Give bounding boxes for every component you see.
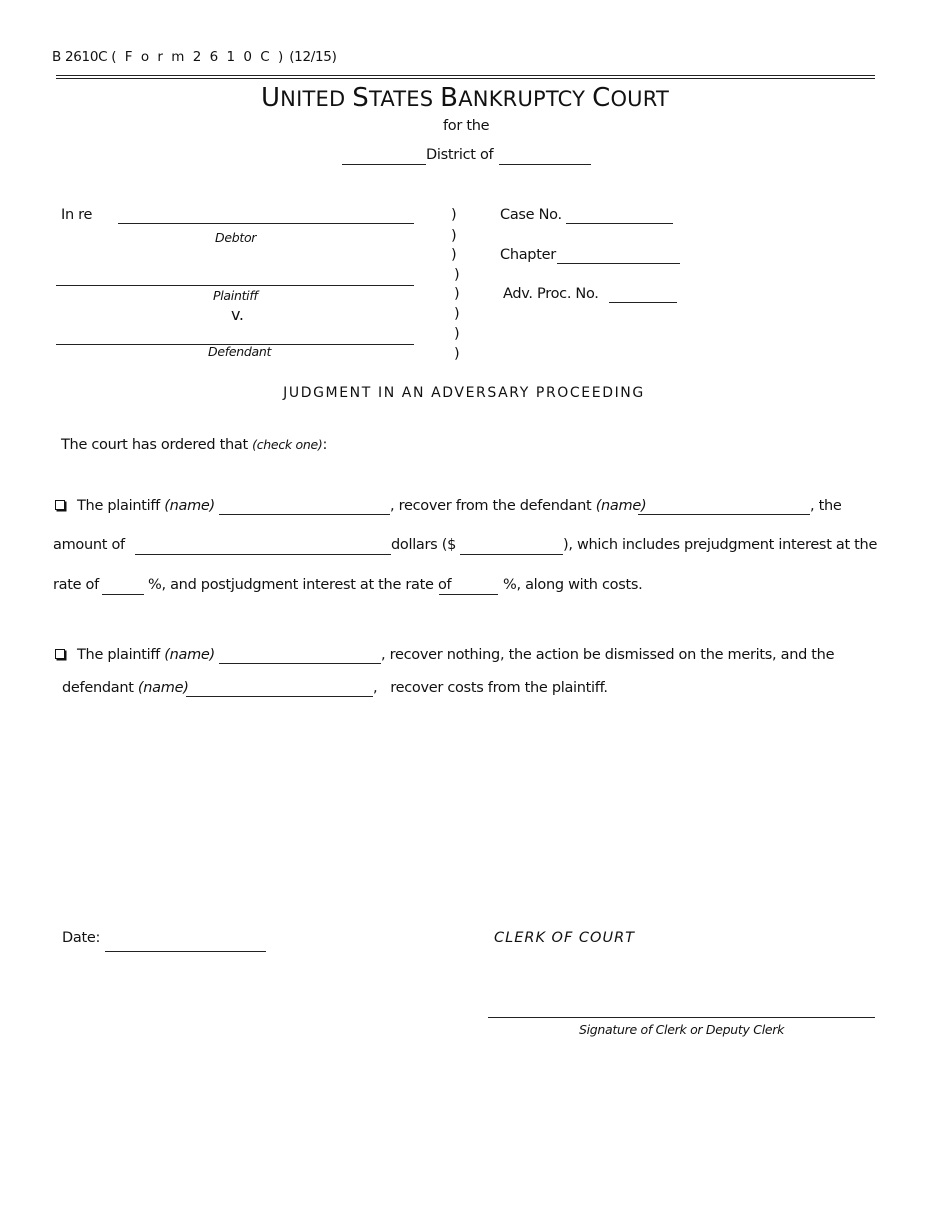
option2-name-note: (name): [137, 680, 189, 696]
header-rule-bottom: [56, 78, 875, 79]
debtor-field[interactable]: [118, 223, 414, 224]
caption-paren: ): [454, 306, 460, 322]
court-title: [0, 83, 930, 114]
option1-the: , the: [810, 498, 842, 514]
caption-paren: ): [454, 326, 460, 342]
option1-name-note: (name): [595, 498, 647, 514]
title-part: U: [260, 83, 281, 113]
option1-checkbox[interactable]: [55, 498, 74, 515]
versus-label: v.: [231, 305, 244, 324]
check-one-note: (check one): [252, 437, 323, 452]
form-revision: (12/15): [289, 49, 337, 65]
title-part: S: [352, 83, 369, 113]
judgment-heading: JUDGMENT IN AN ADVERSARY PROCEEDING: [283, 385, 645, 401]
plaintiff-label: Plaintiff: [213, 288, 258, 303]
option2-line1-a: [77, 647, 215, 664]
case-no-field[interactable]: [566, 223, 673, 224]
form-id: [52, 49, 337, 65]
district-prefix-field[interactable]: [342, 164, 426, 165]
option2-defendant-text: defendant: [62, 680, 134, 696]
district-name-field[interactable]: [499, 164, 591, 165]
case-no-label: Case No.: [500, 207, 562, 223]
title-part: OURT: [610, 87, 670, 111]
option1-recover-text: , recover from the defendant: [390, 498, 592, 514]
option1-postjudgment-rate-field[interactable]: [439, 594, 498, 595]
title-part: TATES: [368, 87, 441, 111]
district-of-label: District of: [426, 147, 494, 163]
header-rule-top: [56, 75, 875, 76]
option1-defendant-name-field[interactable]: [638, 514, 810, 515]
option1-along-with-costs: %, along with costs.: [503, 577, 643, 593]
caption-paren: ): [451, 207, 457, 223]
title-part: NITED: [280, 87, 353, 111]
date-label: Date:: [62, 930, 101, 946]
option1-amount-number-field[interactable]: [460, 554, 563, 555]
option1-amount-words-field[interactable]: [135, 554, 391, 555]
title-part: B: [440, 83, 459, 113]
option1-prejudgment-rate-field[interactable]: [102, 594, 144, 595]
option2-recover-nothing: , recover nothing, the action be dismissed on the merits, and the: [381, 647, 835, 663]
chapter-field[interactable]: [557, 263, 680, 264]
adv-proc-no-field[interactable]: [609, 302, 677, 303]
option1-line1-b: [390, 498, 646, 515]
option1-name-note: (name): [164, 498, 215, 514]
clerk-signature-field[interactable]: [488, 1017, 875, 1018]
adv-proc-no-label: Adv. Proc. No.: [503, 286, 599, 302]
intro-text: The court has ordered that: [61, 437, 248, 453]
signature-caption: Signature of Clerk or Deputy Clerk: [578, 1022, 785, 1037]
option1-rate-of: rate of: [53, 577, 99, 593]
caption-paren: ): [454, 286, 460, 302]
option1-dollars: dollars ($: [391, 537, 457, 553]
option2-recover-costs: , recover costs from the plaintiff.: [373, 680, 608, 696]
option1-amount-of: amount of: [53, 537, 125, 553]
option2-plaintiff-text: The plaintiff: [77, 647, 160, 663]
option2-plaintiff-name-field[interactable]: [219, 663, 381, 664]
plaintiff-field[interactable]: [56, 285, 414, 286]
option1-plaintiff-name-field[interactable]: [219, 514, 390, 515]
option2-defendant-name-field[interactable]: [186, 696, 373, 697]
date-field[interactable]: [105, 951, 266, 952]
caption-paren: ): [451, 247, 457, 263]
option1-line1-a: [77, 498, 215, 515]
option1-includes-prejudgment: ), which includes prejudgment interest at the: [563, 537, 878, 553]
caption-paren: ): [451, 228, 457, 244]
form-name: ( F o r m 2 6 1 0 C ): [111, 49, 286, 65]
clerk-of-court-label: CLERK OF COURT: [494, 930, 636, 946]
title-part: C: [592, 83, 611, 113]
defendant-label: Defendant: [208, 344, 272, 359]
option2-checkbox[interactable]: [55, 647, 74, 664]
in-re-label: In re: [61, 207, 93, 223]
judgment-intro: [61, 437, 327, 454]
option1-plaintiff-text: The plaintiff: [77, 498, 160, 514]
option2-name-note: (name): [164, 647, 215, 663]
checkbox-icon[interactable]: [55, 649, 65, 659]
form-number: B 2610C: [52, 49, 108, 65]
chapter-label: Chapter: [500, 247, 556, 263]
for-the-label: for the: [443, 118, 490, 134]
option1-postjudgment: %, and postjudgment interest at the rate of: [148, 577, 452, 593]
caption-paren: ): [454, 267, 460, 283]
option2-line2-a: [62, 680, 189, 697]
checkbox-icon[interactable]: [55, 500, 65, 510]
intro-colon: :: [322, 437, 328, 453]
title-part: ANKRUPTCY: [458, 87, 593, 111]
debtor-label: Debtor: [215, 230, 257, 245]
caption-paren: ): [454, 346, 460, 362]
